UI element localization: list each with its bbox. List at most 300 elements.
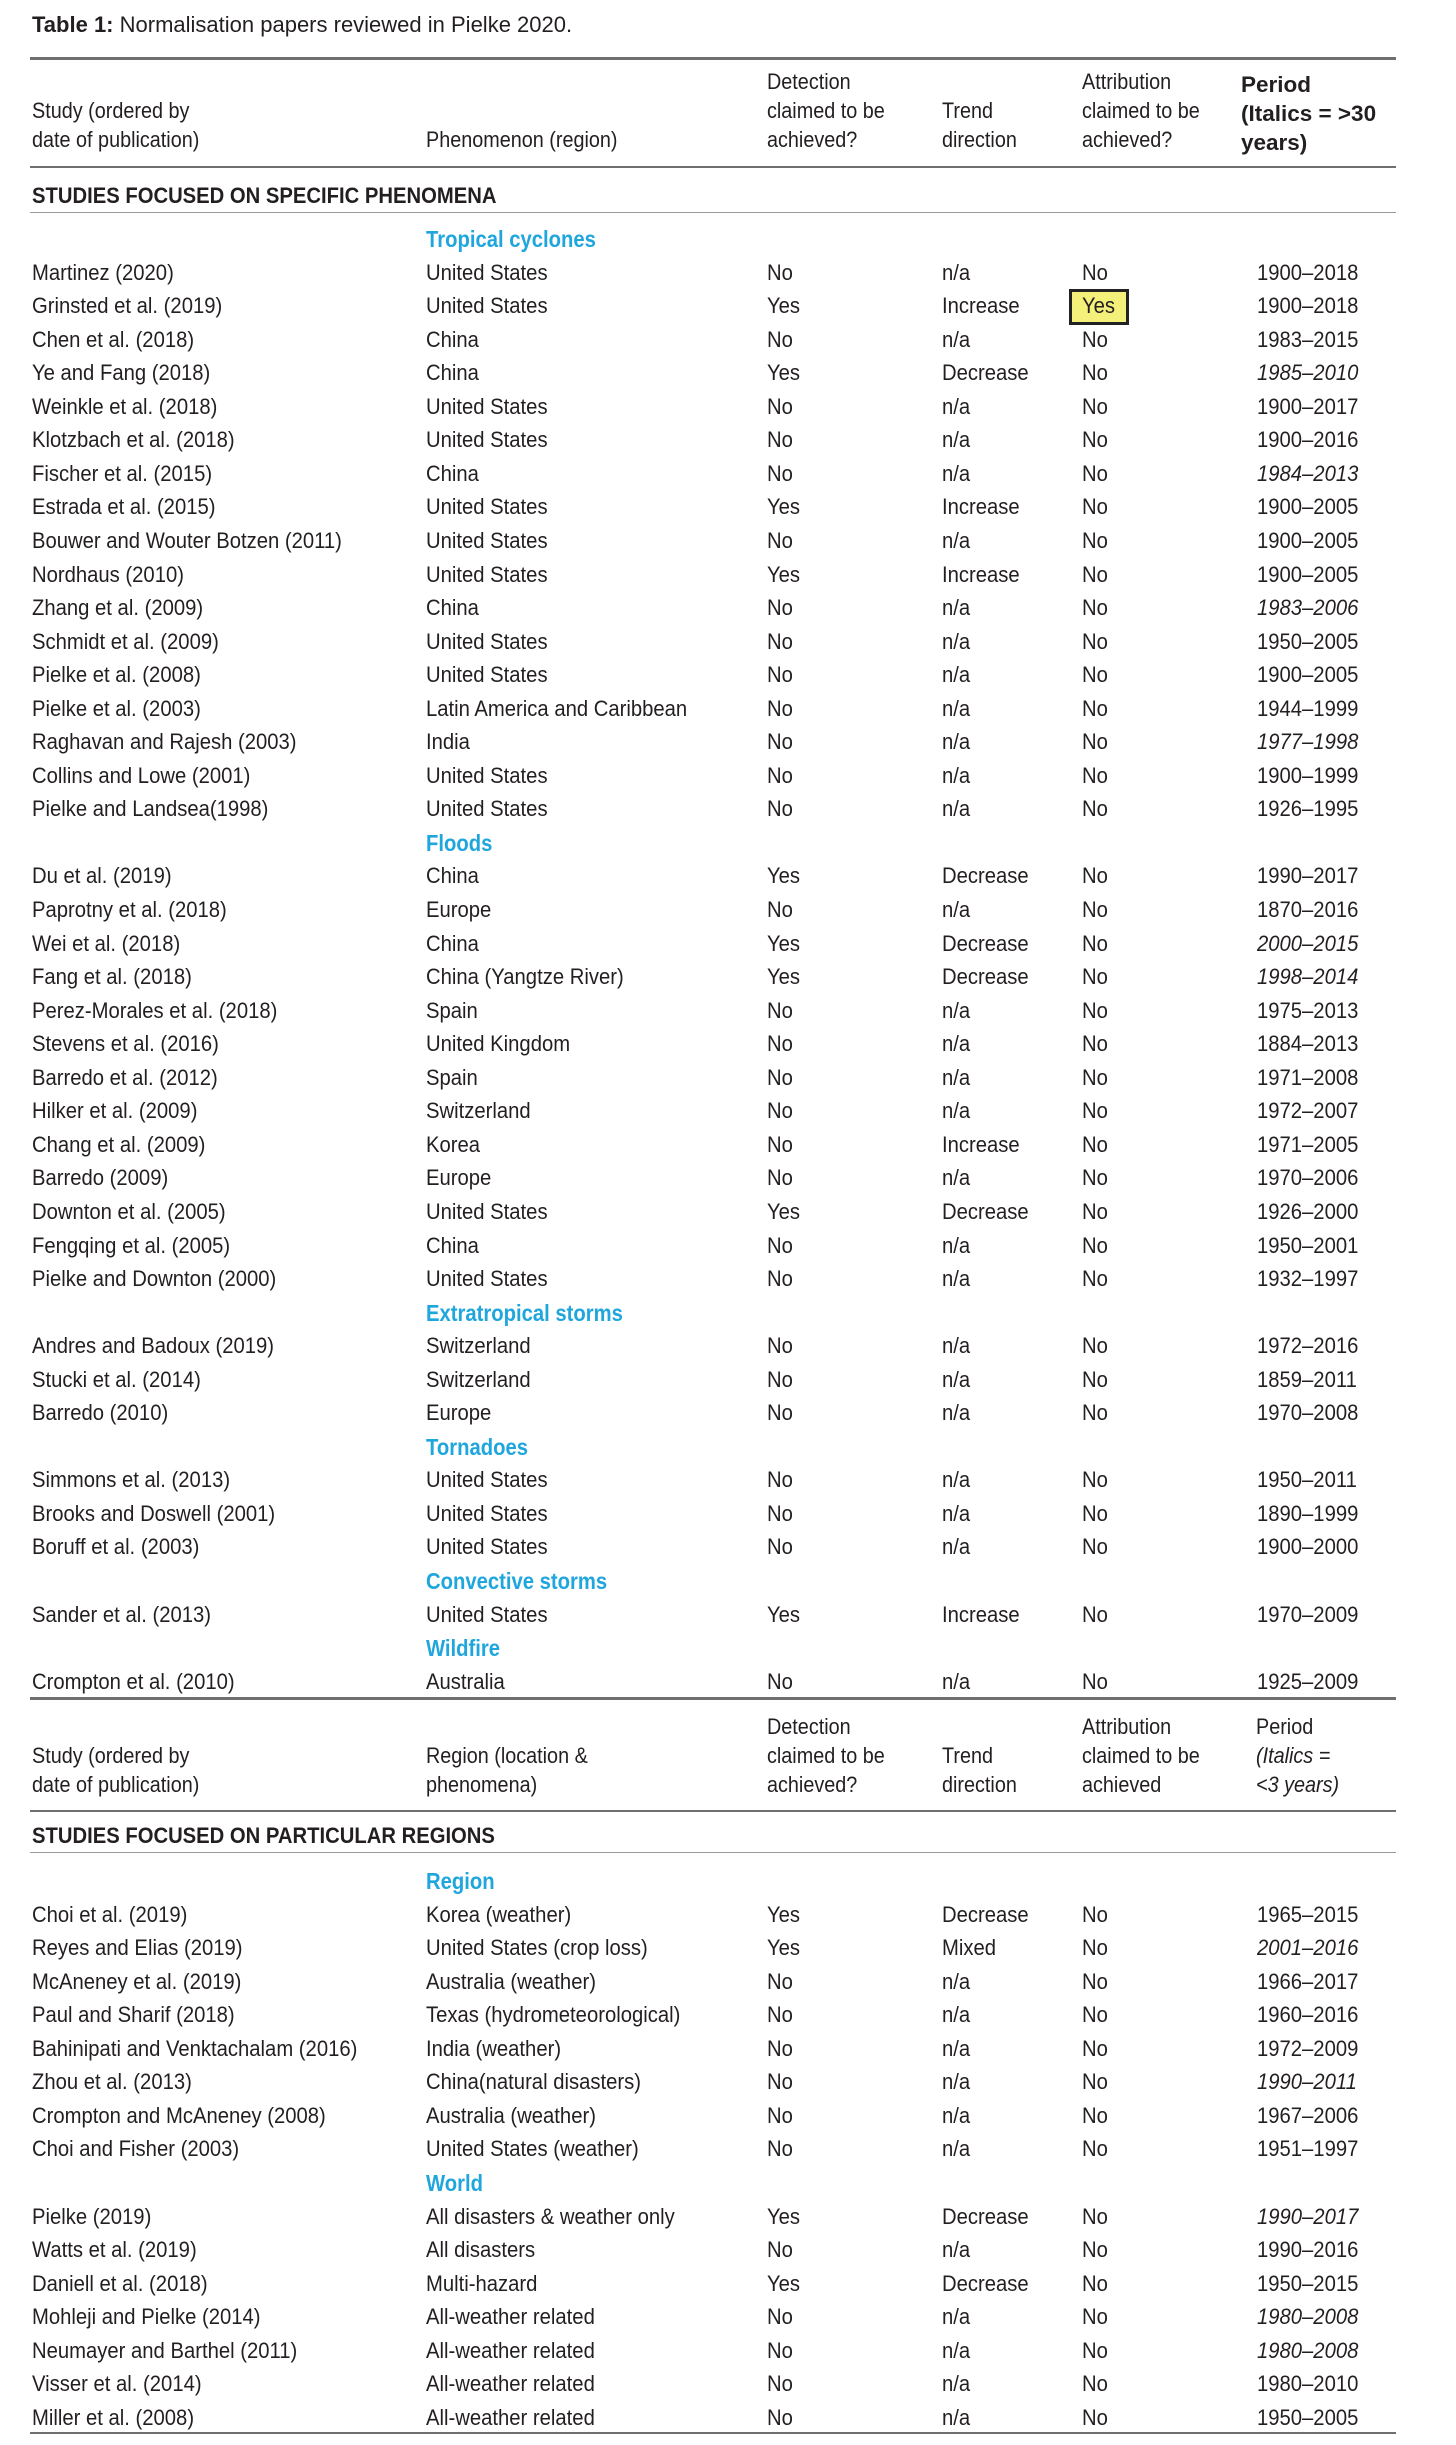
header2-attribution: Attribution claimed to be achieved <box>1082 1714 1200 1797</box>
cell-trend: n/a <box>942 762 971 788</box>
header2-detection: Detection claimed to be achieved? <box>767 1714 885 1797</box>
cell-detection: Yes <box>767 2270 801 2296</box>
cell-attribution: No <box>1082 2203 1108 2229</box>
cell-region: United States <box>426 796 548 822</box>
cell-study: Pielke and Downton (2000) <box>32 1266 277 1292</box>
cell-trend: n/a <box>942 2002 971 2028</box>
cell-region: China <box>426 595 479 621</box>
cell-study: Pielke et al. (2008) <box>32 662 201 688</box>
header-period: Period (Italics = >30 years) <box>1241 72 1377 155</box>
cell-region: Australia (weather) <box>426 2102 596 2128</box>
cell-attribution: No <box>1082 729 1108 755</box>
caption-label: Table 1: <box>32 12 114 37</box>
cell-attribution: No <box>1082 1467 1108 1493</box>
cell-study: Choi and Fisher (2003) <box>32 2136 240 2162</box>
section-rule <box>30 212 1396 213</box>
cell-trend: Increase <box>942 293 1020 319</box>
cell-period: 1926–1995 <box>1257 796 1359 822</box>
cell-attribution: No <box>1082 1098 1108 1124</box>
cell-attribution: No <box>1082 662 1108 688</box>
cell-region: Korea (weather) <box>426 1901 572 1927</box>
cell-region: United States <box>426 427 548 453</box>
cell-period: 1900–2005 <box>1257 527 1359 553</box>
cell-attribution: No <box>1082 1333 1108 1359</box>
section-title-phenomena: STUDIES FOCUSED ON SPECIFIC PHENOMENA <box>32 183 497 208</box>
category-heading: Tropical cyclones <box>426 226 596 252</box>
cell-period: 1900–2000 <box>1257 1534 1359 1560</box>
cell-study: Paprotny et al. (2018) <box>32 897 227 922</box>
cell-region: United States (weather) <box>426 2136 639 2162</box>
cell-attribution: No <box>1082 1935 1108 1961</box>
cell-study: Nordhaus (2010) <box>32 561 184 587</box>
cell-attribution: No <box>1082 393 1108 419</box>
cell-region: China(natural disasters) <box>426 2069 641 2095</box>
cell-region: United States <box>426 762 548 788</box>
cell-period: 1971–2008 <box>1257 1064 1359 1090</box>
cell-period: 1967–2006 <box>1257 2102 1359 2128</box>
cell-attribution: No <box>1082 1400 1108 1426</box>
cell-period: 1975–2013 <box>1257 997 1359 1023</box>
cell-region: United States <box>426 1534 548 1560</box>
cell-period: 1926–2000 <box>1257 1198 1359 1224</box>
cell-detection: No <box>767 2102 793 2128</box>
cell-period: 1900–2017 <box>1257 393 1359 419</box>
cell-region: China <box>426 326 479 352</box>
cell-study: Crompton et al. (2010) <box>32 1668 235 1694</box>
cell-detection: No <box>767 1333 793 1359</box>
cell-attribution: No <box>1082 628 1108 654</box>
cell-study: Barredo et al. (2012) <box>32 1064 218 1090</box>
cell-attribution: No <box>1082 1165 1108 1191</box>
cell-detection: No <box>767 393 793 419</box>
cell-region: All-weather related <box>426 2404 595 2430</box>
cell-trend: Decrease <box>942 930 1029 956</box>
cell-trend: n/a <box>942 427 971 453</box>
cell-detection: Yes <box>767 360 801 386</box>
cell-period: 1983–2006 <box>1257 595 1359 621</box>
cell-trend: n/a <box>942 527 971 553</box>
cell-trend: n/a <box>942 1968 971 1994</box>
cell-detection: No <box>767 2237 793 2263</box>
cell-detection: No <box>767 259 793 285</box>
cell-study: Mohleji and Pielke (2014) <box>32 2304 261 2330</box>
cell-attribution: No <box>1082 2069 1108 2095</box>
cell-trend: n/a <box>942 1366 971 1392</box>
cell-trend: Increase <box>942 494 1020 520</box>
cell-trend: Decrease <box>942 1901 1029 1927</box>
cell-study: Fengqing et al. (2005) <box>32 1232 231 1258</box>
cell-period: 1985–2010 <box>1257 360 1359 386</box>
cell-study: Hilker et al. (2009) <box>32 1098 198 1124</box>
cell-study: Paul and Sharif (2018) <box>32 2002 235 2028</box>
cell-period: 1972–2009 <box>1257 2035 1359 2061</box>
cell-study: Wei et al. (2018) <box>32 930 181 956</box>
cell-detection: Yes <box>767 2203 801 2229</box>
cell-study: Boruff et al. (2003) <box>32 1534 200 1560</box>
cell-detection: No <box>767 729 793 755</box>
cell-attribution: No <box>1082 2002 1108 2028</box>
cell-trend: n/a <box>942 460 971 486</box>
cell-study: Grinsted et al. (2019) <box>32 293 223 319</box>
cell-detection: Yes <box>767 964 801 990</box>
header2-trend: Trend direction <box>942 1743 1017 1797</box>
cell-attribution: Yes <box>1082 293 1116 319</box>
cell-detection: No <box>767 427 793 453</box>
cell-attribution: No <box>1082 561 1108 587</box>
cell-study: Fischer et al. (2015) <box>32 460 213 486</box>
cell-attribution: No <box>1082 2035 1108 2061</box>
cell-period: 1960–2016 <box>1257 2002 1359 2028</box>
cell-period: 1977–1998 <box>1257 729 1359 755</box>
cell-study: Pielke et al. (2003) <box>32 695 201 721</box>
cell-detection: No <box>767 897 793 922</box>
cell-study: Bouwer and Wouter Botzen (2011) <box>32 527 342 553</box>
cell-attribution: No <box>1082 1031 1108 1057</box>
cell-trend: Decrease <box>942 863 1029 889</box>
cell-study: Pielke (2019) <box>32 2203 152 2229</box>
cell-region: All disasters & weather only <box>426 2203 675 2229</box>
cell-region: United States <box>426 1467 548 1493</box>
cell-trend: Decrease <box>942 2270 1029 2296</box>
cell-period: 1900–2018 <box>1257 259 1359 285</box>
cell-period: 1884–2013 <box>1257 1031 1359 1057</box>
cell-region: Europe <box>426 897 492 922</box>
cell-trend: n/a <box>942 1668 971 1694</box>
cell-study: Sander et al. (2013) <box>32 1601 211 1627</box>
cell-study: Du et al. (2019) <box>32 863 172 889</box>
cell-trend: Increase <box>942 561 1020 587</box>
cell-detection: Yes <box>767 561 801 587</box>
category-heading: Extratropical storms <box>426 1299 623 1326</box>
cell-detection: No <box>767 1366 793 1392</box>
cell-detection: No <box>767 1968 793 1994</box>
cell-trend: n/a <box>942 1500 971 1526</box>
cell-attribution: No <box>1082 930 1108 956</box>
cell-region: United States <box>426 293 548 319</box>
cell-detection: No <box>767 1500 793 1526</box>
cell-period: 1950–2005 <box>1257 628 1359 654</box>
cell-trend: n/a <box>942 2102 971 2128</box>
cell-region: United States <box>426 662 548 688</box>
cell-region: United States (crop loss) <box>426 1935 648 1961</box>
cell-study: Andres and Badoux (2019) <box>32 1333 275 1359</box>
cell-trend: n/a <box>942 2035 971 2061</box>
cell-trend: n/a <box>942 326 971 352</box>
cell-region: China <box>426 360 479 386</box>
cell-detection: Yes <box>767 930 801 956</box>
cell-detection: No <box>767 2371 793 2397</box>
cell-attribution: No <box>1082 1366 1108 1392</box>
header2-period-note: (Italics = <3 years) <box>1256 1743 1340 1797</box>
cell-period: 1965–2015 <box>1257 1901 1359 1927</box>
cell-study: Brooks and Doswell (2001) <box>32 1500 276 1526</box>
cell-period: 2000–2015 <box>1257 930 1359 956</box>
cell-study: Klotzbach et al. (2018) <box>32 427 235 453</box>
cell-region: United States <box>426 527 548 553</box>
cell-attribution: No <box>1082 1668 1108 1694</box>
cell-study: Perez-Morales et al. (2018) <box>32 997 278 1023</box>
header-phenomenon: Phenomenon (region) <box>426 127 618 152</box>
cell-study: Stucki et al. (2014) <box>32 1366 201 1392</box>
cell-study: Zhang et al. (2009) <box>32 595 204 621</box>
cell-attribution: No <box>1082 1534 1108 1560</box>
cell-attribution: No <box>1082 1198 1108 1224</box>
cell-period: 1980–2008 <box>1257 2304 1359 2330</box>
cell-period: 1900–2018 <box>1257 293 1359 319</box>
cell-detection: No <box>767 762 793 788</box>
category-heading: World <box>426 2169 483 2196</box>
cell-detection: Yes <box>767 494 801 520</box>
cell-attribution: No <box>1082 360 1108 386</box>
cell-attribution: No <box>1082 595 1108 621</box>
cell-period: 1970–2009 <box>1257 1601 1359 1627</box>
cell-attribution: No <box>1082 427 1108 453</box>
cell-attribution: No <box>1082 897 1108 922</box>
cell-study: Barredo (2009) <box>32 1165 169 1191</box>
cell-region: Spain <box>426 997 478 1023</box>
category-heading: Region <box>426 1868 495 1894</box>
cell-period: 1950–2011 <box>1257 1467 1357 1493</box>
cell-study: Stevens et al. (2016) <box>32 1031 219 1057</box>
cell-region: United Kingdom <box>426 1031 571 1057</box>
cell-region: India <box>426 729 470 755</box>
cell-detection: No <box>767 2069 793 2095</box>
cell-trend: n/a <box>942 2136 971 2162</box>
cell-trend: n/a <box>942 1534 971 1560</box>
header2-region: Region (location & phenomena) <box>426 1743 588 1797</box>
cell-detection: Yes <box>767 293 801 319</box>
cell-period: 1900–2005 <box>1257 561 1359 587</box>
cell-attribution: No <box>1082 997 1108 1023</box>
cell-detection: No <box>767 2304 793 2330</box>
cell-trend: n/a <box>942 897 971 922</box>
cell-period: 1998–2014 <box>1257 964 1359 990</box>
cell-trend: n/a <box>942 2337 971 2363</box>
cell-region: United States <box>426 1198 548 1224</box>
cell-detection: Yes <box>767 1935 801 1961</box>
cell-trend: n/a <box>942 1400 971 1426</box>
cell-study: Miller et al. (2008) <box>32 2404 195 2430</box>
cell-study: Barredo (2010) <box>32 1400 169 1426</box>
cell-period: 1944–1999 <box>1257 695 1359 721</box>
cell-attribution: No <box>1082 1500 1108 1526</box>
cell-period: 1950–2015 <box>1257 2270 1359 2296</box>
cell-study: Downton et al. (2005) <box>32 1198 226 1224</box>
cell-period: 1972–2016 <box>1257 1333 1359 1359</box>
section-title-regions: STUDIES FOCUSED ON PARTICULAR REGIONS <box>32 1823 495 1848</box>
cell-trend: n/a <box>942 595 971 621</box>
category-heading: Tornadoes <box>426 1433 528 1460</box>
cell-detection: No <box>767 595 793 621</box>
cell-trend: n/a <box>942 1232 971 1258</box>
cell-detection: No <box>767 997 793 1023</box>
cell-trend: n/a <box>942 2069 971 2095</box>
cell-attribution: No <box>1082 494 1108 520</box>
cell-period: 1970–2008 <box>1257 1400 1359 1426</box>
mid-rule <box>30 1697 1396 1700</box>
cell-detection: No <box>767 796 793 822</box>
cell-region: All-weather related <box>426 2337 595 2363</box>
cell-attribution: No <box>1082 2102 1108 2128</box>
cell-detection: No <box>767 2337 793 2363</box>
cell-study: Martinez (2020) <box>32 259 174 285</box>
cell-period: 2001–2016 <box>1257 1935 1359 1961</box>
cell-region: Korea <box>426 1131 481 1157</box>
cell-study: Raghavan and Rajesh (2003) <box>32 729 297 755</box>
cell-region: Multi-hazard <box>426 2270 538 2296</box>
cell-study: Fang et al. (2018) <box>32 964 192 990</box>
header-detection: Detection claimed to be achieved? <box>767 69 885 152</box>
caption-text: Normalisation papers reviewed in Pielke 2020. <box>113 12 573 37</box>
cell-detection: No <box>767 326 793 352</box>
cell-region: United States <box>426 393 548 419</box>
cell-study: Visser et al. (2014) <box>32 2371 202 2397</box>
cell-region: All-weather related <box>426 2371 595 2397</box>
cell-region: United States <box>426 259 548 285</box>
cell-detection: No <box>767 628 793 654</box>
cell-attribution: No <box>1082 1968 1108 1994</box>
cell-study: Bahinipati and Venktachalam (2016) <box>32 2035 358 2061</box>
cell-attribution: No <box>1082 2270 1108 2296</box>
cell-trend: n/a <box>942 1064 971 1090</box>
cell-attribution: No <box>1082 2371 1108 2397</box>
cell-region: United States <box>426 561 548 587</box>
cell-trend: Increase <box>942 1131 1020 1157</box>
cell-trend: n/a <box>942 695 971 721</box>
cell-detection: No <box>767 2136 793 2162</box>
cell-study: Crompton and McAneney (2008) <box>32 2102 326 2128</box>
header-attribution: Attribution claimed to be achieved? <box>1082 69 1200 152</box>
header2-study: Study (ordered by date of publication) <box>32 1743 200 1797</box>
cell-attribution: No <box>1082 1901 1108 1927</box>
header2-period: Period <box>1256 1714 1314 1739</box>
cell-region: China (Yangtze River) <box>426 964 624 990</box>
cell-study: Neumayer and Barthel (2011) <box>32 2337 298 2363</box>
cell-detection: Yes <box>767 1901 801 1927</box>
cell-period: 1925–2009 <box>1257 1668 1359 1694</box>
cell-detection: Yes <box>767 1198 801 1224</box>
cell-period: 1990–2011 <box>1257 2069 1357 2095</box>
cell-attribution: No <box>1082 1266 1108 1292</box>
cell-trend: n/a <box>942 997 971 1023</box>
cell-detection: No <box>767 1131 793 1157</box>
cell-period: 1984–2013 <box>1257 460 1359 486</box>
cell-attribution: No <box>1082 2237 1108 2263</box>
cell-study: Weinkle et al. (2018) <box>32 393 218 419</box>
cell-period: 1951–1997 <box>1257 2136 1359 2162</box>
cell-period: 1983–2015 <box>1257 326 1359 352</box>
cell-region: Switzerland <box>426 1366 531 1392</box>
cell-detection: No <box>767 2002 793 2028</box>
cell-trend: n/a <box>942 1165 971 1191</box>
cell-region: United States <box>426 628 548 654</box>
cell-detection: No <box>767 2404 793 2430</box>
cell-trend: n/a <box>942 1266 971 1292</box>
cell-study: Simmons et al. (2013) <box>32 1467 231 1493</box>
cell-attribution: No <box>1082 2136 1108 2162</box>
cell-detection: No <box>767 1232 793 1258</box>
cell-attribution: No <box>1082 964 1108 990</box>
bottom-rule <box>30 2432 1396 2434</box>
cell-attribution: No <box>1082 527 1108 553</box>
cell-region: All-weather related <box>426 2304 595 2330</box>
cell-study: Pielke and Landsea(1998) <box>32 796 269 822</box>
cell-trend: n/a <box>942 2371 971 2397</box>
cell-trend: n/a <box>942 729 971 755</box>
cell-period: 1859–2011 <box>1257 1366 1357 1392</box>
cell-detection: Yes <box>767 1601 801 1627</box>
cell-period: 1870–2016 <box>1257 897 1359 922</box>
cell-period: 1972–2007 <box>1257 1098 1359 1124</box>
cell-detection: No <box>767 2035 793 2061</box>
cell-region: India (weather) <box>426 2035 562 2061</box>
cell-trend: n/a <box>942 1467 971 1493</box>
header-study: Study (ordered by date of publication) <box>32 98 200 152</box>
cell-detection: No <box>767 1064 793 1090</box>
cell-study: Reyes and Elias (2019) <box>32 1935 243 1961</box>
cell-detection: No <box>767 1098 793 1124</box>
cell-attribution: No <box>1082 259 1108 285</box>
cell-attribution: No <box>1082 1064 1108 1090</box>
cell-region: China <box>426 863 479 889</box>
cell-trend: Decrease <box>942 2203 1029 2229</box>
cell-period: 1932–1997 <box>1257 1266 1359 1292</box>
cell-region: Europe <box>426 1165 492 1191</box>
cell-region: Spain <box>426 1064 478 1090</box>
cell-study: Watts et al. (2019) <box>32 2237 197 2263</box>
cell-region: United States <box>426 494 548 520</box>
cell-period: 1890–1999 <box>1257 1500 1359 1526</box>
cell-study: Ye and Fang (2018) <box>32 360 211 386</box>
cell-region: All disasters <box>426 2237 536 2263</box>
cell-trend: n/a <box>942 1031 971 1057</box>
cell-trend: n/a <box>942 628 971 654</box>
cell-detection: No <box>767 527 793 553</box>
cell-study: Schmidt et al. (2009) <box>32 628 219 654</box>
cell-study: Estrada et al. (2015) <box>32 494 216 520</box>
category-heading: Floods <box>426 829 493 856</box>
cell-attribution: No <box>1082 796 1108 822</box>
cell-attribution: No <box>1082 762 1108 788</box>
cell-attribution: No <box>1082 2337 1108 2363</box>
section2-rule <box>30 1852 1396 1853</box>
category-heading: Convective storms <box>426 1568 608 1594</box>
cell-attribution: No <box>1082 2404 1108 2430</box>
cell-region: China <box>426 460 479 486</box>
cell-region: United States <box>426 1266 548 1292</box>
cell-period: 1900–2005 <box>1257 494 1359 520</box>
cell-detection: No <box>767 1467 793 1493</box>
cell-detection: No <box>767 1400 793 1426</box>
cell-region: China <box>426 1232 479 1258</box>
cell-period: 1950–2005 <box>1257 2404 1359 2430</box>
cell-detection: Yes <box>767 863 801 889</box>
cell-detection: No <box>767 1534 793 1560</box>
cell-trend: Decrease <box>942 360 1029 386</box>
cell-trend: Decrease <box>942 964 1029 990</box>
table-caption <box>32 12 572 38</box>
cell-region: Switzerland <box>426 1098 531 1124</box>
cell-trend: n/a <box>942 1098 971 1124</box>
cell-attribution: No <box>1082 695 1108 721</box>
cell-period: 1950–2001 <box>1257 1232 1359 1258</box>
cell-period: 1980–2008 <box>1257 2337 1359 2363</box>
cell-study: Daniell et al. (2018) <box>32 2270 208 2296</box>
cell-period: 1980–2010 <box>1257 2371 1359 2397</box>
cell-region: Latin America and Caribbean <box>426 695 688 721</box>
cell-trend: Mixed <box>942 1935 997 1961</box>
cell-region: Texas (hydrometeorological) <box>426 2002 681 2028</box>
